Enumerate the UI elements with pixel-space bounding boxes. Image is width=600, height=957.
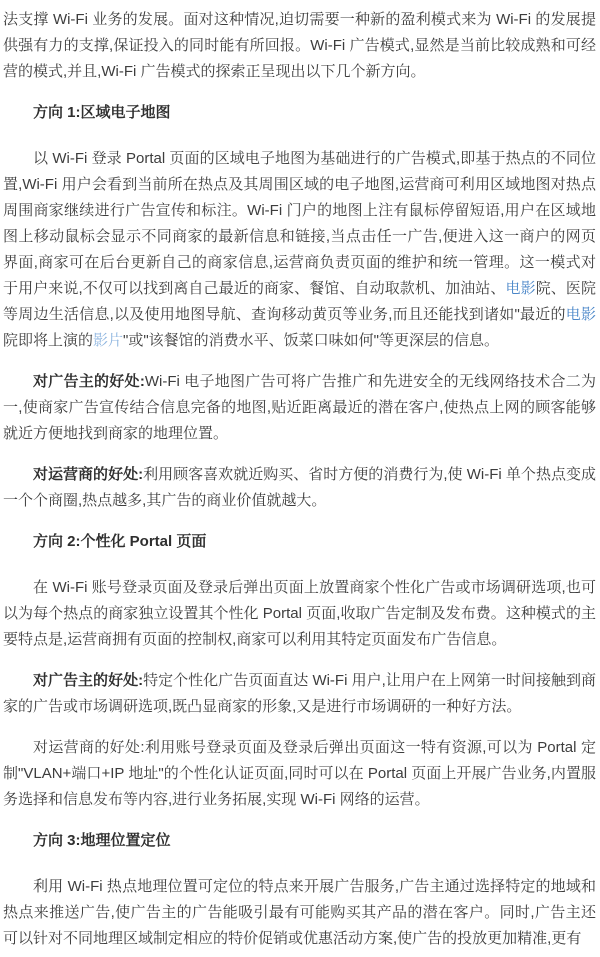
link-movie-theater-2[interactable]: 电影 [565,306,596,323]
section1-paragraph-text-2: 院、医院等周边生活信息,以及使用地图导航、查询移动黄页等业务,而且还能找到诸如"最近的 [3,280,596,323]
section2-heading: 方向 2:个性化 Portal 页面 [33,533,207,550]
section1-paragraph-text-3: 院即将上演的 [3,332,94,349]
link-movie-theater-1[interactable]: 电影 [505,280,536,297]
section2-operator-benefits [3,735,596,813]
link-film[interactable]: 影片 [93,332,124,349]
advertiser-benefits-lead-2: 对广告主的好处: [33,672,144,689]
advertiser-benefits-body-2: 特定个性化广告页面直达 Wi-Fi 用户,让用户在上网第一时间接触到商家的广告或市场调研选项,既凸显商家的形象,又是进行市场调研的一种好方法。 [3,672,596,715]
section1-advertiser-benefits [3,369,596,447]
operator-benefits-lead-1: 对运营商的好处: [33,466,144,483]
advertiser-benefits-body-1: Wi-Fi 电子地图广告可将广告推广和先进安全的无线网络技术合二为一,使商家广告宣传结合信息完备的地图,贴近距离最近的潜在客户,使热点上网的顾客能够就近方便地找到商家的地理位置。 [3,373,597,442]
section1-heading: 方向 1:区域电子地图 [33,104,171,121]
section1-paragraph [3,146,596,354]
advertiser-benefits-lead-1: 对广告主的好处: [33,373,145,390]
section1-paragraph-text-1: 以 Wi-Fi 登录 Portal 页面的区域电子地图为基础进行的广告模式,即基于热点的不同位置,Wi-Fi 用户会看到当前所在热点及其周围区域的电子地图,运营商可利用区域地图对热点周围商家继续进行广告宣传和标注。Wi-Fi 门户的地图上注有鼠标停留短语,用户在区域地图上移动鼠标会显示不同商家的最新信息和链接,当点击任一广告,便进入这一商户的网页界面,商家可在后台更新自己的商家信息,运营商负责页面的维护和统一管理。这一模式对于用户来说,不仅可以找到离自己最近的商家、餐馆、自动取款机、加油站、 [3,150,596,297]
section1-paragraph-text-4: "或"该餐馆的消费水平、饭菜口味如何"等更深层的信息。 [123,332,500,349]
section3-heading: 方向 3:地理位置定位 [33,832,171,849]
section2-paragraph: 在 Wi-Fi 账号登录页面及登录后弹出页面上放置商家个性化广告或市场调研选项,也可以为每个热点的商家独立设置其个性化 Portal 页面,收取广告定制及发布费。这种模式的主要特点是,运营商拥有页面的控制权,商家可以利用其特定页面发布广告信息。 [3,579,596,648]
operator-benefits-body-1: 利用顾客喜欢就近购买、省时方便的消费行为,使 Wi-Fi 单个热点变成一个个商圈,热点越多,其广告的商业价值就越大。 [3,466,596,509]
section1-operator-benefits [3,462,596,514]
operator-benefits-lead-2: 对运营商的好处: [33,739,145,756]
section3-paragraph: 利用 Wi-Fi 热点地理位置可定位的特点来开展广告服务,广告主通过选择特定的地域和热点来推送广告,使广告主的广告能吸引最有可能购买其产品的潜在客户。同时,广告主还可以针对不同地理区域制定相应的特价促销或优惠活动方案,使广告的投放更加精准,更有 [3,878,596,947]
section2-advertiser-benefits [3,668,596,720]
operator-benefits-body-2: 利用账号登录页面及登录后弹出页面这一特有资源,可以为 Portal 定制"VLAN+端口+IP 地址"的个性化认证页面,同时可以在 Portal 页面上开展广告业务,内置服务选择和信息发布等内容,进行业务拓展,实现 Wi-Fi 网络的运营。 [3,739,596,808]
paragraph-intro: 法支撑 Wi-Fi 业务的发展。面对这种情况,迫切需要一种新的盈利模式来为 Wi-Fi 的发展提供强有力的支撑,保证投入的同时能有所回报。Wi-Fi 广告模式,显然是当前比较成熟和可经营的模式,并且,Wi-Fi 广告模式的探索正呈现出以下几个新方向。 [3,11,596,80]
